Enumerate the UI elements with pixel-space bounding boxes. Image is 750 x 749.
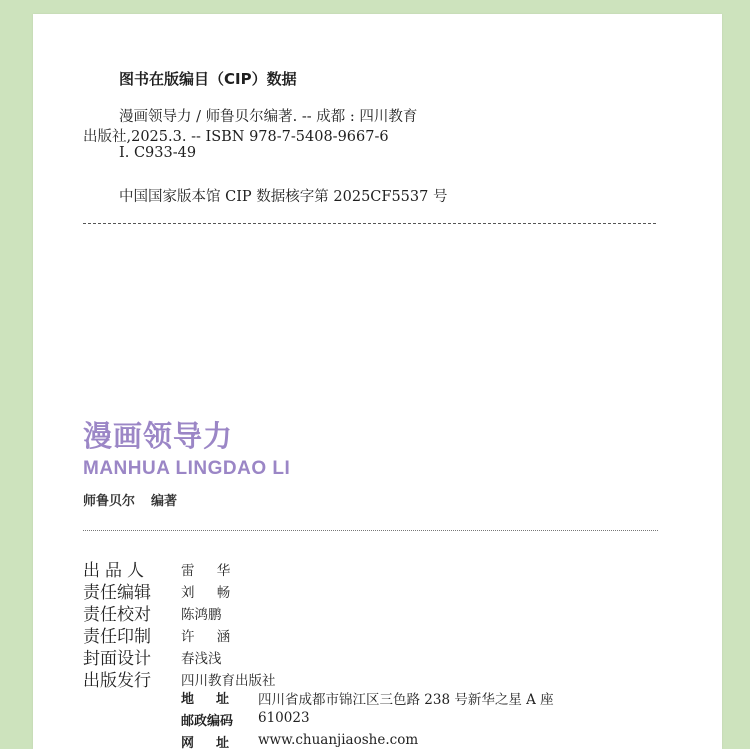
credit-label-proofreader: 责任校对 — [83, 605, 151, 625]
credit-label-cover-design: 封面设计 — [83, 649, 151, 669]
cip-record-line-1: 漫画领导力 / 师鲁贝尔编著. -- 成都 : 四川教育 — [119, 109, 418, 125]
address-value: 四川省成都市锦江区三色路 238 号新华之星 A 座 — [258, 692, 554, 708]
author-role: 编著 — [151, 494, 178, 509]
credit-label-print-supervisor: 责任印制 — [83, 627, 151, 647]
credit-value-editor: 刘 畅 — [181, 585, 240, 601]
cip-record-line-2: 出版社,2025.3. -- ISBN 978-7-5408-9667-6 — [83, 129, 389, 145]
postal-code-label: 邮政编码 — [181, 714, 234, 729]
website-value[interactable]: www.chuanjiaoshe.com — [258, 732, 419, 748]
dashed-divider — [83, 223, 656, 224]
credit-value-proofreader: 陈鸿鹏 — [181, 607, 222, 623]
website-label: 网址 — [181, 736, 252, 749]
postal-code-value: 610023 — [258, 710, 310, 726]
credit-label-editor: 责任编辑 — [83, 583, 151, 603]
credit-value-producer: 雷 华 — [181, 563, 240, 579]
credit-value-print-supervisor: 许 涵 — [181, 629, 240, 645]
book-title-pinyin: MANHUA LINGDAO LI — [83, 458, 291, 479]
address-label: 地址 — [181, 692, 252, 707]
credit-label-publisher: 出版发行 — [83, 671, 151, 691]
cip-verification-line: 中国国家版本馆 CIP 数据核字第 2025CF5537 号 — [119, 189, 448, 205]
cip-classification-line: Ⅰ. C933-49 — [119, 145, 197, 161]
credit-label-producer: 出品人 — [83, 561, 149, 581]
author-name: 师鲁贝尔 — [83, 494, 136, 509]
cip-heading: 图书在版编目（CIP）数据 — [119, 70, 297, 88]
copyright-page — [33, 14, 722, 749]
book-title: 漫画领导力 — [83, 419, 234, 453]
dotted-divider — [83, 530, 658, 531]
credit-value-publisher: 四川教育出版社 — [181, 673, 276, 689]
credit-value-cover-design: 春浅浅 — [181, 651, 222, 667]
author-line — [83, 490, 177, 509]
